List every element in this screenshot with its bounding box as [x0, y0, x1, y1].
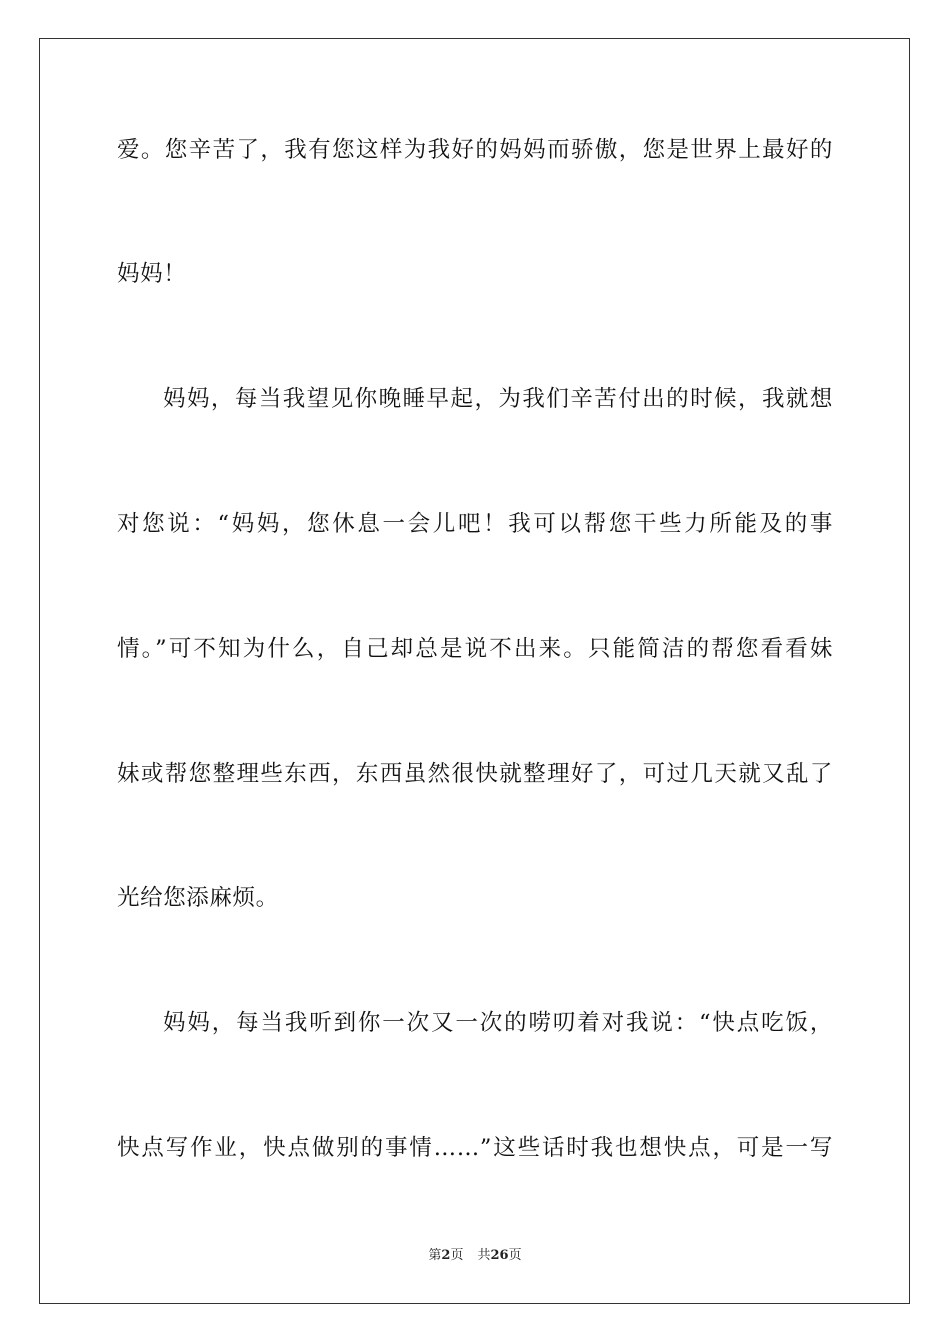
total-label-suffix: 页 — [508, 1248, 522, 1263]
text-line-7: 光给您添麻烦。 — [117, 885, 279, 911]
text-line-5: 情。”可不知为什么，自己却总是说不出来。只能简洁的帮您看看妹 — [117, 636, 833, 662]
text-line-2: 妈妈！ — [117, 261, 187, 287]
page-number: 2 — [441, 1248, 451, 1263]
text-line-8: 妈妈，每当我听到你一次又一次的唠叨着对我说：“快点吃饭， — [163, 1010, 833, 1036]
page-label-suffix: 页 — [450, 1248, 464, 1263]
total-pages: 26 — [490, 1248, 509, 1263]
page-footer — [0, 1247, 950, 1265]
page-border — [39, 38, 910, 1304]
text-line-6: 妹或帮您整理些东西，东西虽然很快就整理好了，可过几天就又乱了 — [117, 761, 833, 787]
total-label-prefix: 共 — [477, 1248, 491, 1263]
text-line-1: 爱。您辛苦了，我有您这样为我好的妈妈而骄傲，您是世界上最好的 — [117, 137, 833, 163]
text-line-4: 对您说：“妈妈，您休息一会儿吧！我可以帮您干些力所能及的事 — [117, 511, 833, 537]
text-line-9: 快点写作业，快点做别的事情……”这些话时我也想快点，可是一写 — [117, 1135, 833, 1161]
page-label-prefix: 第 — [428, 1248, 442, 1263]
text-line-3: 妈妈，每当我望见你晚睡早起，为我们辛苦付出的时候，我就想 — [163, 386, 833, 412]
